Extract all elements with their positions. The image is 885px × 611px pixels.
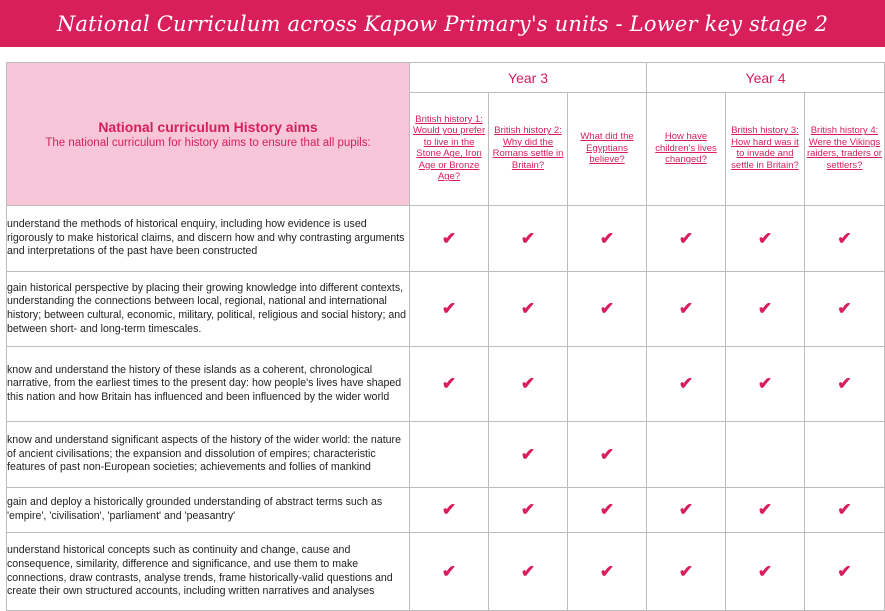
aim-text: gain and deploy a historically grounded understanding of abstract terms such as 'empire', 'civilisation', 'parliament' and 'peasantry' bbox=[7, 488, 410, 533]
page-title-banner bbox=[0, 0, 885, 47]
tick-cell bbox=[489, 347, 568, 422]
tick-cell bbox=[804, 206, 884, 272]
tick-cell bbox=[410, 347, 489, 422]
checkmark-icon: ✔ bbox=[441, 228, 457, 248]
unit-header-3 bbox=[568, 93, 647, 206]
unit-link-6[interactable]: British history 4: Were the Vikings raiders, traders or settlers? bbox=[806, 125, 882, 171]
tick-cell bbox=[489, 488, 568, 533]
tick-cell bbox=[568, 422, 647, 488]
checkmark-icon: ✔ bbox=[441, 299, 457, 318]
unit-link-5[interactable]: British history 3: How hard was it to invade and settle in Britain? bbox=[731, 125, 799, 171]
aim-row bbox=[7, 272, 885, 347]
tick-cell bbox=[410, 272, 489, 347]
tick-cell bbox=[568, 488, 647, 533]
tick-cell bbox=[568, 347, 647, 422]
year-4-header: Year 4 bbox=[647, 63, 885, 93]
tick-cell bbox=[568, 533, 647, 611]
unit-header-6 bbox=[804, 93, 884, 206]
tick-cell bbox=[410, 422, 489, 488]
tick-cell bbox=[489, 533, 568, 611]
checkmark-icon: ✔ bbox=[441, 500, 457, 519]
checkmark-icon: ✔ bbox=[520, 500, 536, 519]
checkmark-icon: ✔ bbox=[757, 299, 773, 318]
checkmark-icon: ✔ bbox=[599, 561, 615, 581]
year-3-header: Year 3 bbox=[410, 63, 647, 93]
tick-cell bbox=[647, 422, 726, 488]
checkmark-icon: ✔ bbox=[520, 374, 536, 393]
unit-header-4 bbox=[647, 93, 726, 206]
checkmark-icon: ✔ bbox=[757, 374, 773, 393]
checkmark-icon: ✔ bbox=[837, 228, 852, 248]
tick-cell bbox=[804, 422, 884, 488]
checkmark-icon: ✔ bbox=[599, 228, 615, 248]
tick-cell bbox=[489, 272, 568, 347]
checkmark-icon: ✔ bbox=[599, 444, 615, 464]
curriculum-table bbox=[6, 62, 885, 611]
tick-cell bbox=[804, 347, 884, 422]
checkmark-icon: ✔ bbox=[599, 299, 615, 318]
checkmark-icon: ✔ bbox=[441, 561, 457, 581]
aim-text: know and understand the history of these islands as a coherent, chronological narrative, from the earliest times to the present day: how people's lives have shaped this nation and how Britain has influenced and been influenced by the wider world bbox=[7, 347, 410, 422]
tick-cell bbox=[725, 272, 804, 347]
checkmark-icon: ✔ bbox=[757, 228, 773, 248]
tick-cell bbox=[725, 347, 804, 422]
checkmark-icon: ✔ bbox=[520, 228, 536, 248]
unit-link-1[interactable]: British history 1: Would you prefer to live in the Stone Age, Iron Age or Bronze Age? bbox=[412, 113, 486, 183]
tick-cell bbox=[725, 533, 804, 611]
tick-cell bbox=[725, 422, 804, 488]
checkmark-icon: ✔ bbox=[837, 500, 852, 519]
checkmark-icon: ✔ bbox=[757, 561, 773, 581]
tick-cell bbox=[725, 206, 804, 272]
aim-text: gain historical perspective by placing their growing knowledge into different contexts, understanding the connections between local, regional, national and international history; between cultural, economic, military, political, religious and social history; and between short- and long-term timescales. bbox=[7, 272, 410, 347]
checkmark-icon: ✔ bbox=[520, 299, 536, 318]
unit-header-2 bbox=[489, 93, 568, 206]
aim-row bbox=[7, 422, 885, 488]
tick-cell bbox=[804, 488, 884, 533]
checkmark-icon: ✔ bbox=[520, 561, 536, 581]
checkmark-icon: ✔ bbox=[599, 500, 615, 519]
checkmark-icon: ✔ bbox=[837, 299, 852, 318]
unit-header-5 bbox=[725, 93, 804, 206]
tick-cell bbox=[647, 533, 726, 611]
tick-cell bbox=[410, 488, 489, 533]
checkmark-icon: ✔ bbox=[678, 561, 694, 581]
checkmark-icon: ✔ bbox=[678, 374, 694, 393]
tick-cell bbox=[804, 272, 884, 347]
aim-row bbox=[7, 533, 885, 611]
tick-cell bbox=[725, 488, 804, 533]
aim-text: know and understand significant aspects of the history of the wider world: the nature of ancient civilisations; the expansion and dissolution of empires; characteristic features of past non-European societies; achievements and follies of mankind bbox=[7, 422, 410, 488]
aim-text: understand historical concepts such as continuity and change, cause and consequence, similarity, difference and significance, and use them to make connections, draw contrasts, analyse trends, frame historically-valid questions and create their own structured accounts, including written narratives and analyses bbox=[7, 533, 410, 611]
aim-text: understand the methods of historical enquiry, including how evidence is used rigorously to make historical claims, and discern how and why contrasting arguments and interpretations of the past have been constructed bbox=[7, 206, 410, 272]
page-title: National Curriculum across Kapow Primary's units - Lower key stage 2 bbox=[56, 11, 829, 36]
tick-cell bbox=[489, 422, 568, 488]
aim-row bbox=[7, 206, 885, 272]
unit-link-4[interactable]: How have children's lives changed? bbox=[655, 131, 717, 165]
aims-header-title: National curriculum History aims bbox=[98, 119, 318, 135]
aims-header-cell bbox=[7, 63, 410, 206]
aim-row bbox=[7, 488, 885, 533]
tick-cell bbox=[410, 533, 489, 611]
tick-cell bbox=[568, 272, 647, 347]
aims-header-subtitle: The national curriculum for history aims to ensure that all pupils: bbox=[45, 137, 371, 149]
checkmark-icon: ✔ bbox=[678, 299, 694, 318]
checkmark-icon: ✔ bbox=[678, 500, 694, 519]
checkmark-icon: ✔ bbox=[520, 444, 536, 464]
tick-cell bbox=[647, 272, 726, 347]
tick-cell bbox=[804, 533, 884, 611]
tick-cell bbox=[568, 206, 647, 272]
tick-cell bbox=[647, 206, 726, 272]
checkmark-icon: ✔ bbox=[441, 374, 457, 393]
unit-link-2[interactable]: British history 2: Why did the Romans settle in Britain? bbox=[492, 125, 564, 171]
aim-row bbox=[7, 347, 885, 422]
tick-cell bbox=[647, 488, 726, 533]
checkmark-icon: ✔ bbox=[837, 561, 852, 581]
checkmark-icon: ✔ bbox=[757, 500, 773, 519]
tick-cell bbox=[489, 206, 568, 272]
tick-cell bbox=[410, 206, 489, 272]
unit-header-1 bbox=[410, 93, 489, 206]
checkmark-icon: ✔ bbox=[678, 228, 694, 248]
unit-link-3[interactable]: What did the Egyptians believe? bbox=[580, 131, 634, 165]
checkmark-icon: ✔ bbox=[837, 374, 852, 393]
tick-cell bbox=[647, 347, 726, 422]
